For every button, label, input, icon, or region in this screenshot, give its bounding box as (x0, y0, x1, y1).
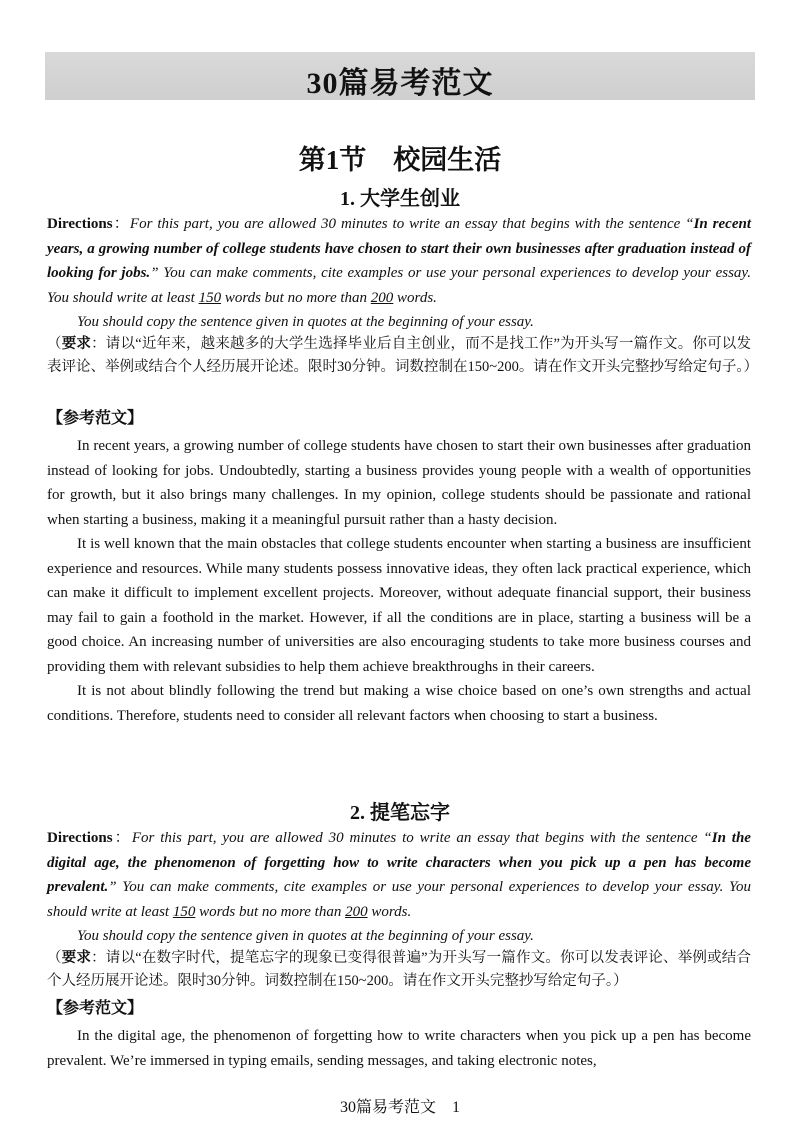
essay1-heading: 1. 大学生创业 (340, 188, 460, 210)
section-title: 第1节 校园生活 (298, 145, 502, 175)
min-words: 150 (198, 289, 222, 306)
essay2-body (47, 1024, 751, 1073)
footer-text: 30篇易考范文 (339, 1099, 436, 1116)
essay2-directions: Directions：For this part, you are allowed 30 minutes to write an essay that begins with the sentence “In the digital age, the phenomenon of forgetting how to write characters when you pick up a pen has become prevalent.” You can make comments, cite examples or use your personal experiences to develop your essay. You should write at least 150 words but no more than 200 words. (47, 830, 751, 920)
directions-label: Directions (47, 830, 113, 846)
page-number: 1 (452, 1099, 460, 1116)
paragraph: In recent years, a growing number of college students have chosen to start their own businesses after graduation instead of looking for jobs. Undoubtedly, starting a business provides young people with a wealth of opportunities for growth, but it also brings many challenges. In my opinion, college students should be passionate and rational when starting a business, making it a meaningful pursuit rather than a hasty decision. (47, 438, 751, 528)
essay1-reference-label: 【参考范文】 (47, 410, 144, 427)
essay2-copy-note: You should copy the sentence given in quotes at the beginning of your essay. (77, 928, 534, 944)
prompt-sentence: In recent years, a growing number of college students have chosen to start their own businesses after graduation instead of looking for jobs. (47, 216, 751, 281)
max-words: 200 (345, 903, 368, 920)
paragraph: It is not about blindly following the trend but making a wise choice based on one’s own strengths and actual conditions. Therefore, students need to consider all relevant factors when choosing to start a business. (47, 683, 751, 724)
prompt-sentence: In the digital age, the phenomenon of forgetting how to write characters when you pick up a pen has become prevalent. (47, 830, 751, 895)
page-footer (0, 1094, 800, 1117)
requirement-label: 要求 (61, 336, 92, 352)
min-words: 150 (172, 903, 196, 920)
essay2-reference-label: 【参考范文】 (47, 1000, 144, 1017)
essay1-body (47, 434, 751, 728)
page-title: 30篇易考范文 (306, 67, 494, 100)
directions-label: Directions (47, 216, 113, 232)
essay2-heading: 2. 提笔忘字 (350, 802, 450, 824)
essay1-copy-note: You should copy the sentence given in quotes at the beginning of your essay. (77, 314, 534, 330)
title-banner (45, 52, 755, 100)
essay1-directions: Directions：For this part, you are allowed 30 minutes to write an essay that begins with the sentence “In recent years, a growing number of college students have chosen to start their own businesses after graduation instead of looking for jobs.” You can make comments, cite examples or use your personal experiences to develop your essay. You should write at least 150 words but no more than 200 words. (47, 216, 751, 306)
essay1-requirement: （要求：请以“近年来，越来越多的大学生选择毕业后自主创业，而不是找工作”为开头写一篇作文。你可以发表评论、举例或结合个人经历展开论述。限时30分钟。词数控制在150~200。请在作文开头完整抄写给定句子。） (47, 336, 759, 375)
paragraph: It is well known that the main obstacles that college students encounter when starting a business are insufficient experience and resources. While many students possess innovative ideas, they often lack practical experience, which can make it difficult to implement excellent projects. Moreover, without adequate financial support, their business may fail to gain a foothold in the market. However, if all the conditions are in place, starting a business will be a good choice. An increasing number of universities are also encouraging students to take more business courses and providing them with relevant subsidies to help them achieve breakthroughs in their careers. (47, 536, 751, 675)
requirement-label: 要求 (61, 950, 92, 966)
max-words: 200 (370, 289, 394, 306)
essay2-requirement: （要求：请以“在数字时代，提笔忘字的现象已变得很普遍”为开头写一篇作文。你可以发表评论、举例或结合个人经历展开论述。限时30分钟。词数控制在150~200。请在作文开头完整抄写给定句子。） (47, 950, 752, 989)
paragraph: In the digital age, the phenomenon of forgetting how to write characters when you pick up a pen has become prevalent. We’re immersed in typing emails, sending messages, and taking electronic notes, (47, 1028, 751, 1069)
